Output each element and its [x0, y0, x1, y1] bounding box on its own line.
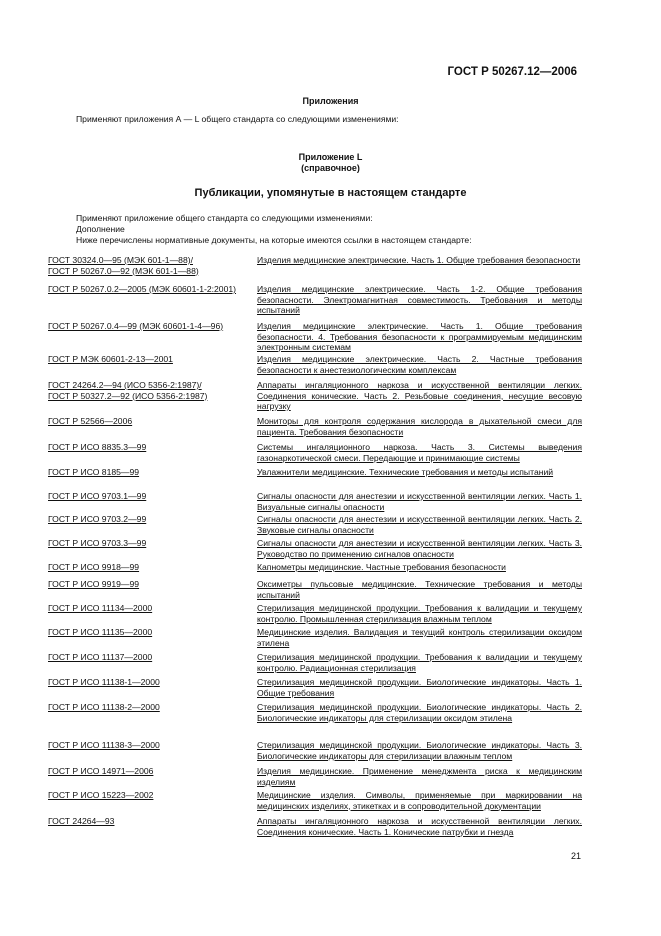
reference-title: Увлажнители медицинские. Технические требования и методы испытаний: [257, 467, 554, 477]
reference-title: Капнометры медицинские. Частные требования безопасности: [257, 562, 506, 572]
annex-heading: [0, 152, 661, 174]
reference-title: Стерилизация медицинской продукции. Биологические индикаторы. Часть 3. Биологические индикаторы для стерилизации влажным теплом: [257, 740, 582, 761]
reference-code-line: ГОСТ 24264—93: [48, 816, 115, 826]
reference-code-line: ГОСТ 30324.0—95 (МЭК 601-1—88)/: [48, 255, 193, 265]
reference-code-line: ГОСТ Р ИСО 15223—2002: [48, 790, 154, 800]
document-code: ГОСТ Р 50267.12—2006: [447, 66, 577, 78]
reference-code-line: ГОСТ Р ИСО 11138-2—2000: [48, 702, 160, 712]
reference-code: [48, 603, 254, 614]
reference-title: Сигналы опасности для анестезии и искусственной вентиляции легких. Часть 1. Визуальные сигналы опасности: [257, 491, 582, 512]
reference-title: Стерилизация медицинской продукции. Требования к валидации и текущему контролю. Промышленная стерилизация влажным теплом: [257, 603, 582, 624]
reference-title: Стерилизация медицинской продукции. Биологические индикаторы. Часть 2. Биологические индикаторы для стерилизации оксидом этилена: [257, 702, 582, 723]
reference-title: Изделия медицинские электрические. Часть 2. Частные требования безопасности к анестезиологическим комплексам: [257, 354, 582, 375]
reference-code-line: ГОСТ Р ИСО 9703.3—99: [48, 538, 147, 548]
reference-code-line: ГОСТ Р ИСО 14971—2006: [48, 766, 154, 776]
reference-title: Аппараты ингаляционного наркоза и искусственной вентиляции легких. Соединения конические. Часть 1. Конические патрубки и гнезда: [257, 816, 582, 837]
paragraph: Дополнение: [76, 224, 125, 234]
reference-code: [48, 562, 254, 573]
reference-code-line: ГОСТ Р ИСО 11137—2000: [48, 652, 153, 662]
reference-title: Стерилизация медицинской продукции. Биологические индикаторы. Часть 1. Общие требования: [257, 677, 582, 698]
reference-title: Сигналы опасности для анестезии и искусственной вентиляции легких. Часть 3. Руководство по применению сигналов опасности: [257, 538, 582, 559]
reference-code: [48, 538, 254, 549]
reference-code: [48, 702, 254, 713]
reference-code-line: ГОСТ Р ИСО 8185—99: [48, 467, 140, 477]
reference-code-line: ГОСТ 24264.2—94 (ИСО 5356-2:1987)/: [48, 380, 202, 390]
reference-code: [48, 321, 254, 332]
annex-type: (справочное): [301, 163, 360, 173]
reference-code-line: ГОСТ Р ИСО 9703.2—99: [48, 514, 147, 524]
annex-name: Приложение L: [298, 152, 363, 162]
reference-title: Изделия медицинские электрические. Часть 1. Общие требования безопасности: [257, 255, 581, 265]
reference-code: [48, 677, 254, 688]
reference-code-line: ГОСТ Р ИСО 8835.3—99: [48, 442, 147, 452]
reference-code: [48, 627, 254, 638]
reference-code-line: ГОСТ Р 50327.2—92 (ИСО 5356-2:1987): [48, 390, 208, 401]
appendices-intro: Применяют приложения А — L общего стандарта со следующими изменениями:: [76, 114, 399, 124]
paragraph: Применяют приложение общего стандарта со следующими изменениями:: [76, 213, 373, 223]
reference-title: Медицинские изделия. Символы, применяемые при маркировании на медицинских изделиях, этикетках и в сопроводительной документации: [257, 790, 582, 811]
reference-code: [48, 491, 254, 502]
paragraph: Ниже перечислены нормативные документы, на которые имеются ссылки в настоящем стандарте:: [76, 235, 472, 245]
reference-code-line: ГОСТ Р ИСО 9703.1—99: [48, 491, 147, 501]
reference-code-line: ГОСТ Р ИСО 9918—99: [48, 562, 140, 572]
reference-code: [48, 442, 254, 453]
reference-title: Стерилизация медицинской продукции. Требования к валидации и текущему контролю. Радиационная стерилизация: [257, 652, 582, 673]
reference-code-line: ГОСТ Р ИСО 11135—2000: [48, 627, 153, 637]
reference-title: Медицинские изделия. Валидация и текущий контроль стерилизации оксидом этилена: [257, 627, 582, 648]
reference-code: [48, 467, 254, 478]
reference-code-line: ГОСТ Р ИСО 11138-3—2000: [48, 740, 160, 750]
reference-code: [48, 579, 254, 590]
reference-title: Сигналы опасности для анестезии и искусственной вентиляции легких. Часть 2. Звуковые сигналы опасности: [257, 514, 582, 535]
reference-code: [48, 354, 254, 365]
reference-code-line: ГОСТ Р ИСО 11138-1—2000: [48, 677, 160, 687]
reference-code: [48, 816, 254, 827]
reference-title: Изделия медицинские электрические. Часть 1. Общие требования безопасности. 4. Требования безопасности к программируемым медицинским электронным системам: [257, 321, 582, 352]
reference-code-line: ГОСТ Р ИСО 9919—99: [48, 579, 140, 589]
intro-paragraphs: [76, 213, 472, 246]
reference-title: Оксиметры пульсовые медицинские. Технические требования и методы испытаний: [257, 579, 582, 600]
reference-code-line: ГОСТ Р ИСО 11134—2000: [48, 603, 153, 613]
reference-code: [48, 380, 254, 401]
reference-title: Мониторы для контроля содержания кислорода в дыхательной смеси для пациента. Требования безопасности: [257, 416, 582, 437]
reference-code: [48, 255, 254, 276]
reference-code-line: ГОСТ Р МЭК 60601-2-13—2001: [48, 354, 173, 364]
reference-title: Изделия медицинские электрические. Часть 1-2. Общие требования безопасности. Электромагнитная совместимость. Требования и методы испытаний: [257, 284, 582, 315]
reference-code: [48, 416, 254, 427]
reference-title: Системы ингаляционного наркоза. Часть 3. Системы выведения газонаркотической смеси. Передающие и принимающие системы: [257, 442, 582, 463]
reference-code: [48, 766, 254, 777]
reference-code: [48, 284, 254, 295]
reference-title: Аппараты ингаляционного наркоза и искусственной вентиляции легких. Соединения конические. Часть 2. Резьбовые соединения, несущие весовую нагрузку: [257, 380, 582, 411]
reference-code-line: ГОСТ Р 50267.0.2—2005 (МЭК 60601-1-2:2001): [48, 284, 237, 294]
reference-code: [48, 514, 254, 525]
reference-code: [48, 740, 254, 751]
appendices-heading: Приложения: [302, 96, 359, 106]
reference-code-line: ГОСТ Р 52566—2006: [48, 416, 133, 426]
reference-code: [48, 652, 254, 663]
section-title: Публикации, упомянутые в настоящем стандарте: [194, 187, 467, 199]
reference-code-line: ГОСТ Р 50267.0—92 (МЭК 601-1—88): [48, 265, 199, 276]
reference-code: [48, 790, 254, 801]
reference-title: Изделия медицинские. Применение менеджмента риска к медицинским изделиям: [257, 766, 582, 787]
reference-code-line: ГОСТ Р 50267.0.4—99 (МЭК 60601-1-4—96): [48, 321, 224, 331]
page-number: 21: [570, 851, 581, 861]
